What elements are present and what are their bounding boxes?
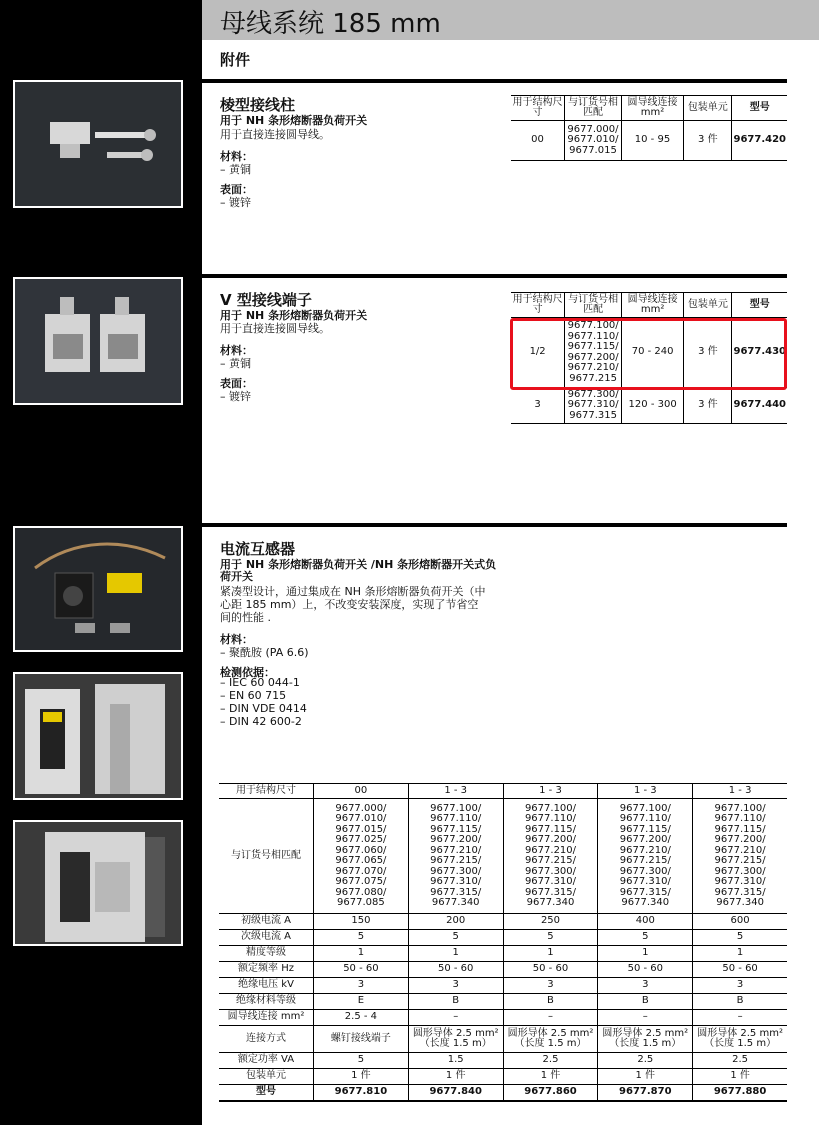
row-label: 初级电流 A (219, 914, 314, 930)
table-cell: 00 (314, 784, 409, 799)
row-label: 圆导线连接 mm² (219, 1010, 314, 1026)
table-cell: 3 (693, 978, 787, 994)
table-cell: 1 件 (693, 1069, 787, 1085)
table-cell: 50 - 60 (503, 962, 598, 978)
table-cell: 5 (503, 930, 598, 946)
table-cell: 3 (598, 978, 693, 994)
material-value: – 聚酰胺 (PA 6.6) (220, 646, 309, 659)
table-cell: 9677.430 (732, 318, 787, 388)
table-cell: 9677.880 (693, 1085, 787, 1101)
v-terminal-photo (13, 277, 183, 405)
table-cell: 3 (408, 978, 503, 994)
column-header: 圆导线连接 mm² (621, 96, 683, 121)
column-header: 型号 (732, 293, 787, 318)
table-cell: – (598, 1010, 693, 1026)
table-cell: 1 - 3 (408, 784, 503, 799)
table-cell: – (408, 1010, 503, 1026)
table-cell: 5 (598, 930, 693, 946)
table-cell: 1 - 3 (693, 784, 787, 799)
table-cell: 2.5 (598, 1053, 693, 1069)
surface-label: 表面： (220, 377, 253, 390)
column-header: 包装单元 (684, 96, 732, 121)
section-title: V 型接线端子 (220, 291, 312, 309)
material-label: 材料： (220, 150, 253, 163)
material-label: 材料： (220, 344, 253, 357)
table-cell: 1.5 (408, 1053, 503, 1069)
table-cell: 5 (693, 930, 787, 946)
table-cell: E (314, 994, 409, 1010)
section-title: 棱型接线柱 (220, 96, 296, 114)
prism-terminal-table (511, 95, 787, 161)
section-description: 用于直接连接圆导线。 (220, 322, 330, 335)
table-cell: 5 (314, 930, 409, 946)
surface-label: 表面： (220, 183, 253, 196)
table-cell: 1 (408, 946, 503, 962)
test-standard: – DIN VDE 0414 (220, 702, 307, 715)
table-cell: 9677.100/ 9677.110/ 9677.115/ 9677.200/ 9677.210/ 9677.215/ 9677.300/ 9677.310/ 9677.315/ 9677.340 (408, 799, 503, 914)
table-cell: 9677.100/ 9677.110/ 9677.115/ 9677.200/ 9677.210/ 9677.215 (565, 318, 622, 388)
table-cell: B (503, 994, 598, 1010)
table-cell: 250 (503, 914, 598, 930)
table-cell: 3 (503, 978, 598, 994)
table-cell: 2.5 - 4 (314, 1010, 409, 1026)
section-description: 用于直接连接圆导线。 (220, 128, 330, 141)
highlight-box (510, 318, 787, 390)
material-value: – 黄铜 (220, 163, 251, 176)
table-cell: 9677.810 (314, 1085, 409, 1101)
table-cell: 200 (408, 914, 503, 930)
table-cell: 圆形导体 2.5 mm² （长度 1.5 m） (408, 1026, 503, 1053)
column-header: 圆导线连接 mm² (622, 293, 684, 318)
table-cell: 1/2 (511, 318, 565, 388)
table-cell: B (408, 994, 503, 1010)
table-cell: 50 - 60 (693, 962, 787, 978)
fuse-switch-photo-2 (13, 820, 183, 946)
column-header: 用于结构尺寸 (511, 293, 565, 318)
table-cell: 1 件 (408, 1069, 503, 1085)
prism-terminal-photo (13, 80, 183, 208)
table-cell: 9677.870 (598, 1085, 693, 1101)
table-cell: 3 件 (684, 388, 732, 424)
column-header: 包装单元 (684, 293, 732, 318)
row-label: 额定频率 Hz (219, 962, 314, 978)
table-cell: 9677.420 (732, 121, 787, 161)
table-cell: 3 (511, 388, 565, 424)
column-header: 用于结构尺寸 (511, 96, 565, 121)
row-label: 与订货号相匹配 (219, 799, 314, 914)
section-subtitle: 用于 NH 条形熔断器负荷开关 (220, 114, 368, 127)
row-label: 包装单元 (219, 1069, 314, 1085)
table-cell: 9677.840 (408, 1085, 503, 1101)
material-label: 材料： (220, 633, 253, 646)
table-cell: 5 (314, 1053, 409, 1069)
row-label: 型号 (219, 1085, 314, 1101)
table-cell: 9677.860 (503, 1085, 598, 1101)
section-subtitle: 用于 NH 条形熔断器负荷开关 (220, 309, 368, 322)
table-cell: 9677.000/ 9677.010/ 9677.015/ 9677.025/ 9677.060/ 9677.065/ 9677.070/ 9677.075/ 9677.080/ 9677.085 (314, 799, 409, 914)
row-label: 精度等级 (219, 946, 314, 962)
table-cell: 5 (408, 930, 503, 946)
table-cell: 00 (511, 121, 565, 161)
table-cell: 圆形导体 2.5 mm² （长度 1.5 m） (693, 1026, 787, 1053)
table-cell: 9677.000/ 9677.010/ 9677.015 (565, 121, 622, 161)
table-cell: 1 - 3 (503, 784, 598, 799)
section-divider (202, 274, 787, 278)
table-cell: 1 件 (598, 1069, 693, 1085)
table-cell: 50 - 60 (598, 962, 693, 978)
page-title: 母线系统 185 mm (220, 9, 441, 39)
table-cell: 2.5 (693, 1053, 787, 1069)
current-transformer-table (219, 783, 787, 1102)
table-cell: – (503, 1010, 598, 1026)
table-cell: 9677.440 (732, 388, 787, 424)
test-label: 检测依据： (220, 666, 275, 679)
table-cell: 50 - 60 (314, 962, 409, 978)
table-cell: 400 (598, 914, 693, 930)
row-label: 绝缘电压 kV (219, 978, 314, 994)
test-standard: – IEC 60 044-1 (220, 676, 300, 689)
table-cell: 600 (693, 914, 787, 930)
column-header: 型号 (732, 96, 787, 121)
table-cell: 3 件 (684, 318, 732, 388)
row-label: 额定功率 VA (219, 1053, 314, 1069)
table-cell: 50 - 60 (408, 962, 503, 978)
table-cell: 9677.300/ 9677.310/ 9677.315 (565, 388, 622, 424)
row-label: 绝缘材料等级 (219, 994, 314, 1010)
column-header: 与订货号相匹配 (565, 96, 622, 121)
current-transformer-photo (13, 526, 183, 652)
table-cell: – (693, 1010, 787, 1026)
surface-value: – 镀锌 (220, 390, 251, 403)
test-standard: – EN 60 715 (220, 689, 287, 702)
table-cell: 圆形导体 2.5 mm² （长度 1.5 m） (598, 1026, 693, 1053)
section-divider (202, 523, 787, 527)
table-cell: 9677.100/ 9677.110/ 9677.115/ 9677.200/ 9677.210/ 9677.215/ 9677.300/ 9677.310/ 9677.315/ 9677.340 (598, 799, 693, 914)
table-cell: 10 - 95 (621, 121, 683, 161)
table-cell: 1 (314, 946, 409, 962)
surface-value: – 镀锌 (220, 196, 251, 209)
table-cell: 1 件 (503, 1069, 598, 1085)
section-description: 紧凑型设计，通过集成在 NH 条形熔断器负荷开关（中心距 185 mm）上，不改变安装深度，实现了节省空间的性能 . (220, 585, 486, 624)
table-cell: 150 (314, 914, 409, 930)
table-cell: 70 - 240 (622, 318, 684, 388)
table-cell: 9677.100/ 9677.110/ 9677.115/ 9677.200/ 9677.210/ 9677.215/ 9677.300/ 9677.310/ 9677.315/ 9677.340 (693, 799, 787, 914)
table-cell: 3 (314, 978, 409, 994)
page-subtitle: 附件 (220, 51, 251, 69)
row-label: 次级电流 A (219, 930, 314, 946)
table-cell: 圆形导体 2.5 mm² （长度 1.5 m） (503, 1026, 598, 1053)
table-cell: B (693, 994, 787, 1010)
section-divider (202, 79, 787, 83)
table-cell: 1 (693, 946, 787, 962)
section-subtitle: 用于 NH 条形熔断器负荷开关 /NH 条形熔断器开关式负荷开关 (220, 558, 497, 583)
test-standard: – DIN 42 600-2 (220, 715, 302, 728)
table-cell: 9677.100/ 9677.110/ 9677.115/ 9677.200/ 9677.210/ 9677.215/ 9677.300/ 9677.310/ 9677.315/ 9677.340 (503, 799, 598, 914)
fuse-switch-photo-1 (13, 672, 183, 800)
section-title: 电流互感器 (220, 540, 296, 558)
table-cell: 3 件 (684, 121, 732, 161)
table-cell: 螺钉接线端子 (314, 1026, 409, 1053)
table-cell: 2.5 (503, 1053, 598, 1069)
table-cell: 1 件 (314, 1069, 409, 1085)
table-cell: 1 (598, 946, 693, 962)
table-cell: B (598, 994, 693, 1010)
row-label: 用于结构尺寸 (219, 784, 314, 799)
column-header: 与订货号相匹配 (565, 293, 622, 318)
table-cell: 1 - 3 (598, 784, 693, 799)
table-cell: 1 (503, 946, 598, 962)
row-label: 连接方式 (219, 1026, 314, 1053)
material-value: – 黄铜 (220, 357, 251, 370)
table-cell: 120 - 300 (622, 388, 684, 424)
